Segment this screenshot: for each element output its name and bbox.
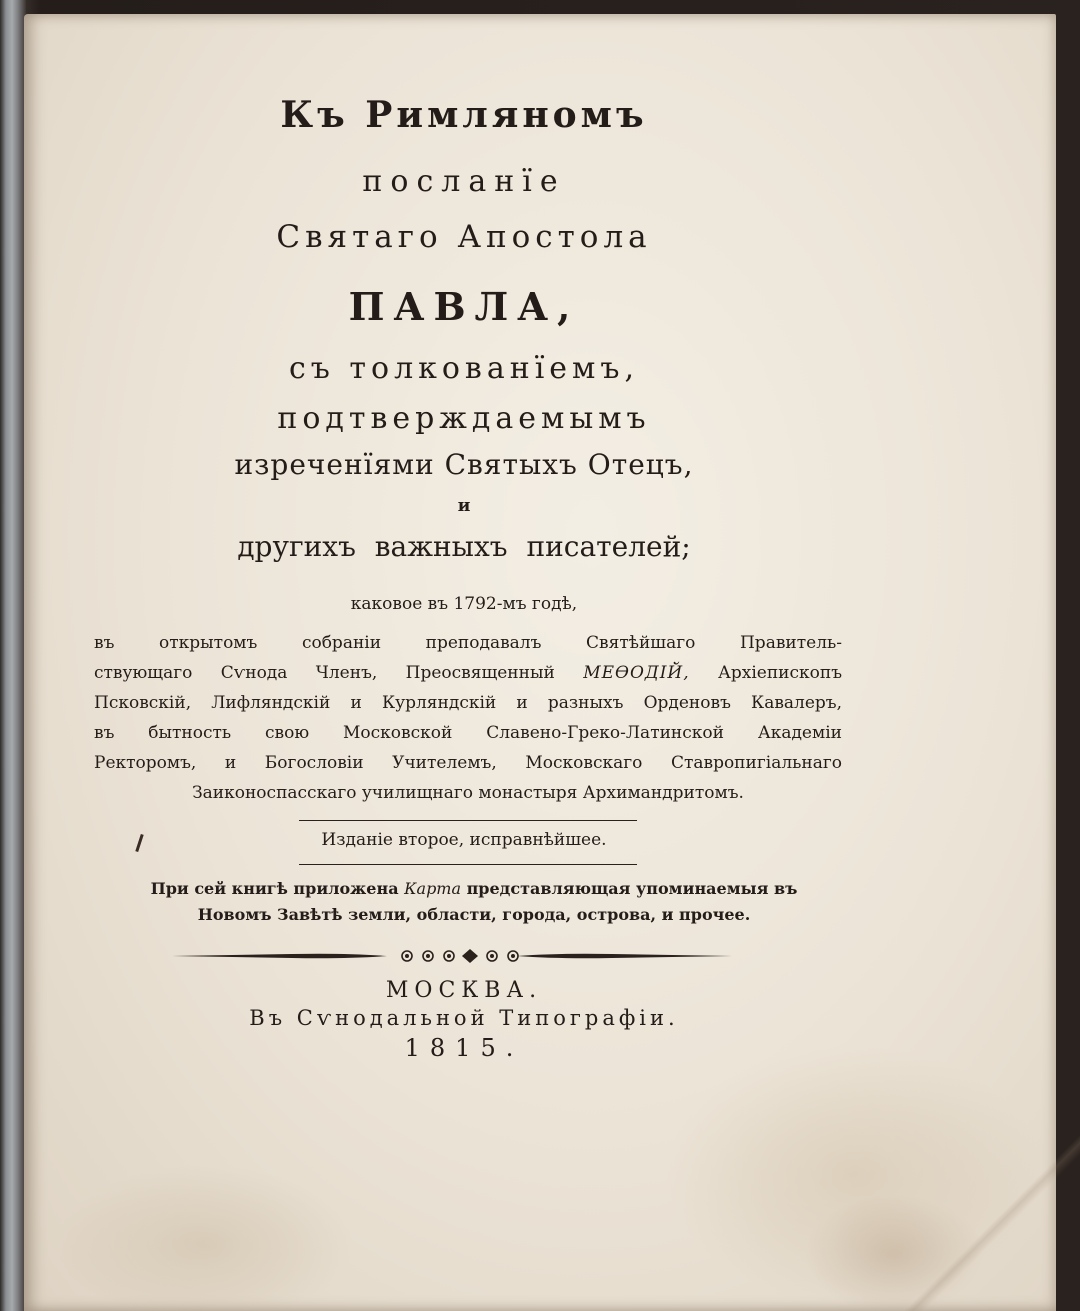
edition-label: Изданіе второе, исправнѣйшее. xyxy=(321,830,607,850)
archbishop-label: Архіепископъ xyxy=(718,663,843,683)
line-other-writers: другихъ важныхъ писателей; xyxy=(237,530,691,563)
map-notice xyxy=(124,876,824,928)
preface-line: Заиконоспасскаго училищнаго монастыря Архимандритомъ. xyxy=(192,783,744,803)
preface-year-line: каковое въ 1792-мъ годѣ, xyxy=(350,594,578,614)
book-title: Къ Римляномъ xyxy=(280,94,648,136)
line-confirmed: подтверждаемымъ xyxy=(277,401,651,436)
preface-line xyxy=(94,658,842,688)
line-commentary: съ толкованїемъ, xyxy=(288,351,640,386)
preface-paragraph xyxy=(94,628,842,808)
preface-line: Ректоромъ, и Богословіи Учителемъ, Московскаго Ставропигіальнаго xyxy=(94,753,842,773)
notice-part-1: При сей книгѣ приложена xyxy=(150,879,399,898)
divider-rule xyxy=(299,864,637,865)
divider-rule xyxy=(299,820,637,821)
subtitle-poslanie: посланїе xyxy=(362,164,566,199)
line-fathers: изреченїями Святыхъ Отецъ, xyxy=(234,448,694,481)
notice-karta: Карта xyxy=(404,879,462,898)
preface-line: Псковскій, Лифляндскій и Курляндскій и разныхъ Орденовъ Кавалеръ, xyxy=(94,693,842,713)
line-and: и xyxy=(457,496,471,516)
ornament-divider xyxy=(172,944,732,968)
title-page xyxy=(24,14,1056,1311)
preface-line: въ бытность свою Московской Славено-Греко-Латинской Академіи xyxy=(94,723,842,743)
preface-line: въ открытомъ собраніи преподавалъ Святѣйшаго Правитель- xyxy=(94,633,842,653)
preface-line-start: ствующаго Сѵнода Членъ, Преосвященный xyxy=(94,663,555,683)
apostle-name: ПАВЛА, xyxy=(348,284,580,329)
imprint-year: 1815. xyxy=(404,1034,524,1062)
imprint-press: Въ Сѵнодальной Типографіи. xyxy=(249,1006,679,1030)
imprint-city: МОСКВА. xyxy=(385,978,543,1003)
page-crease xyxy=(904,1114,1080,1311)
notice-part-2: представляющая упоминаемыя въ xyxy=(466,879,798,898)
age-stain xyxy=(54,1164,354,1311)
methodius-name: МЕѲОДІЙ, xyxy=(583,663,690,683)
book-spine xyxy=(0,0,26,1311)
subtitle-apostle: Святаго Апостола xyxy=(276,219,652,255)
notice-line-2: Новомъ Завѣтѣ земли, области, города, острова, и прочее. xyxy=(197,905,751,924)
